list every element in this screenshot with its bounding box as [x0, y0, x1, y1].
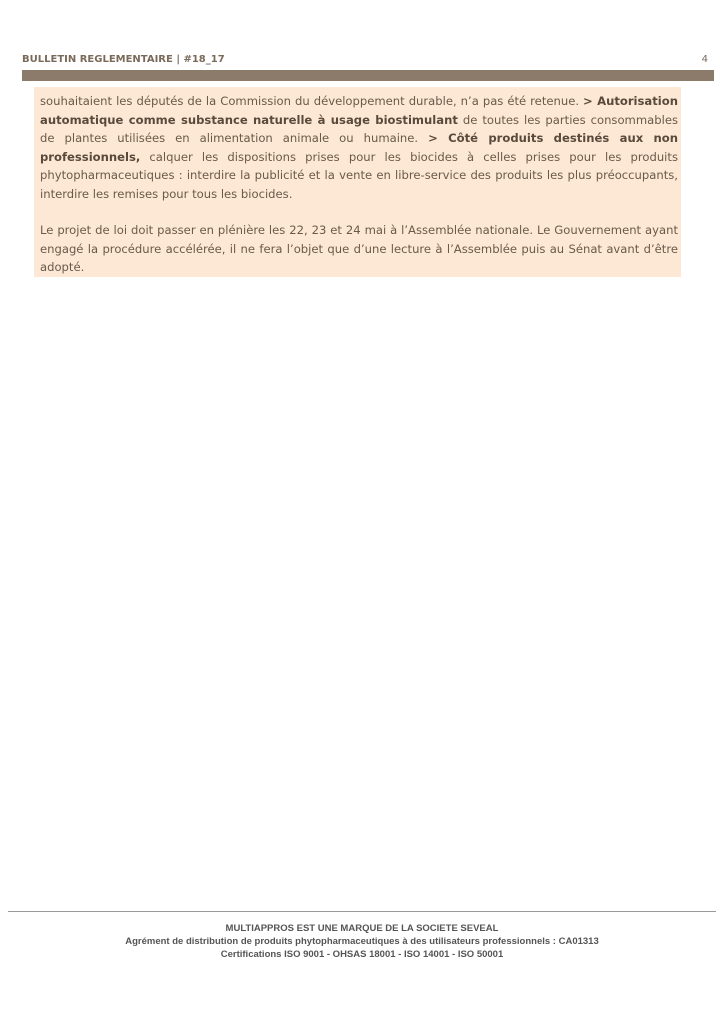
bulletin-title: BULLETIN REGLEMENTAIRE | #18_17: [22, 54, 225, 65]
item-text-non-professionnels: calquer les dispositions prises pour les biocides à celles prises pour les produits phytopharmaceutiques : interdire la publicité et la vente en libre-service des produits les plus préoccupants, interdire les remises pour tous les biocides.: [40, 149, 678, 201]
page-footer: [0, 922, 724, 961]
content-paragraph-1: [34, 92, 681, 203]
footer-certifications-line: Certifications ISO 9001 - OHSAS 18001 - ISO 14001 - ISO 50001: [220, 949, 504, 960]
page-number: 4: [701, 54, 708, 65]
item-heading-non-professionnels: > Côté produits destinés aux non professionnels,: [40, 131, 678, 164]
footer-brand-line: MULTIAPPROS EST UNE MARQUE DE LA SOCIETE SEVEAL: [225, 923, 499, 934]
content-paragraph-2: Le projet de loi doit passer en plénière les 22, 23 et 24 mai à l’Assemblée nationale. Le Gouvernement ayant engagé la procédure accélérée, il ne fera l’objet que d’une lecture à l’Assemblée puis au Sénat avant d’être adopté.: [40, 223, 678, 274]
item-heading-biostimulant: > Autorisation automatique comme substance naturelle à usage biostimulant: [40, 94, 678, 127]
footer-agrement-line: Agrément de distribution de produits phytopharmaceutiques à des utilisateurs professionnels : CA01313: [125, 936, 599, 947]
footer-divider: [8, 911, 716, 912]
item-text-biostimulant: de toutes les parties consommables de plantes utilisées en alimentation animale ou humaine.: [40, 112, 678, 145]
page-header: [22, 50, 714, 68]
header-divider-bar: [22, 70, 714, 81]
continuation-text: souhaitaient les députés de la Commission du développement durable, n’a pas été retenue.: [40, 94, 580, 108]
content-box: [34, 87, 681, 277]
